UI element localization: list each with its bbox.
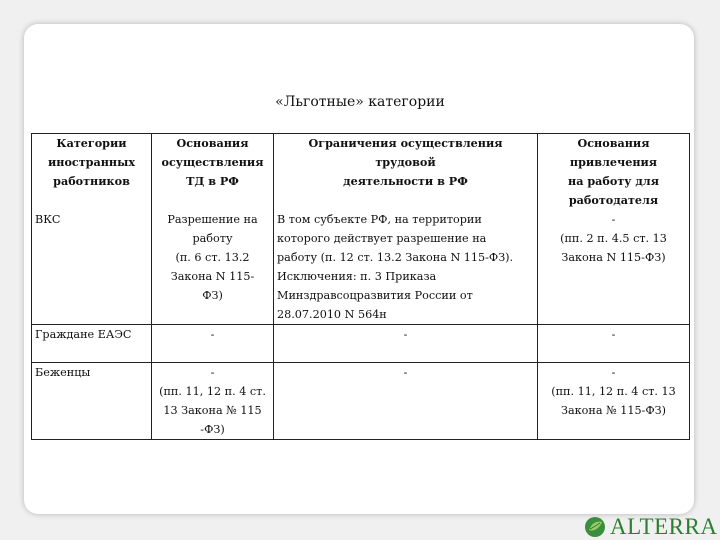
header-grounds xyxy=(152,134,274,211)
header-line: Ограничения осуществления трудовой xyxy=(308,136,503,169)
cell-line: (пп. 11, 12 п. 4 ст. xyxy=(159,385,266,398)
cell-line: Закона N 115-ФЗ) xyxy=(561,251,666,264)
cell-line: Граждане ЕАЭС xyxy=(35,328,132,341)
header-line: Категории xyxy=(56,136,127,150)
cell-line: (пп. 11, 12 п. 4 ст. 13 xyxy=(551,385,676,398)
cell-line: -ФЗ) xyxy=(200,423,225,436)
table-cell xyxy=(32,210,152,325)
header-line: работников xyxy=(53,174,130,188)
header-line: работодателя xyxy=(568,193,659,207)
page-title: «Льготные» категории xyxy=(275,94,445,110)
cell-line: - xyxy=(403,328,408,341)
cell-line: Беженцы xyxy=(35,366,91,379)
cell-line: В том субъекте РФ, на территории xyxy=(277,213,482,226)
cell-line: (пп. 2 п. 4.5 ст. 13 xyxy=(560,232,667,245)
header-categories xyxy=(32,134,152,211)
table-row xyxy=(32,363,690,440)
table-row xyxy=(32,325,690,363)
table-cell xyxy=(274,325,538,363)
cell-line: Закона № 115-ФЗ) xyxy=(561,404,666,417)
header-line: ТД в РФ xyxy=(186,174,239,188)
cell-line: - xyxy=(611,366,616,379)
table-cell xyxy=(274,363,538,440)
table-cell xyxy=(152,363,274,440)
cell-line: работу xyxy=(192,232,233,245)
cell-line: которого действует разрешение на xyxy=(277,232,487,245)
cell-line: Закона N 115- xyxy=(170,270,255,283)
cell-line: Исключения: п. 3 Приказа xyxy=(277,270,437,283)
header-line: на работу для xyxy=(568,174,659,188)
table-cell xyxy=(32,325,152,363)
cell-line: работу (п. 12 ст. 13.2 Закона N 115-ФЗ). xyxy=(277,251,514,264)
categories-table xyxy=(31,133,690,440)
cell-line: Разрешение на xyxy=(167,213,258,226)
logo-text: ALTERRA xyxy=(610,514,718,539)
table-cell xyxy=(32,363,152,440)
cell-line: - xyxy=(611,328,616,341)
cell-line: ФЗ) xyxy=(202,289,223,302)
header-line: иностранных xyxy=(47,155,136,169)
leaf-globe-icon xyxy=(584,516,606,538)
table-cell xyxy=(152,210,274,325)
table-cell xyxy=(538,325,690,363)
header-restrictions xyxy=(274,134,538,211)
table-header-row xyxy=(32,134,690,211)
header-line: Основания привлечения xyxy=(569,136,658,169)
table-cell xyxy=(274,210,538,325)
table-cell xyxy=(538,210,690,325)
cell-line: (п. 6 ст. 13.2 xyxy=(175,251,250,264)
header-line: Основания xyxy=(176,136,249,150)
cell-line: ВКС xyxy=(35,213,61,226)
cell-line: - xyxy=(403,366,408,379)
table-cell xyxy=(152,325,274,363)
header-line: деятельности в РФ xyxy=(343,174,468,188)
header-employer-grounds xyxy=(538,134,690,211)
table-cell xyxy=(538,363,690,440)
header-line: осуществления xyxy=(161,155,264,169)
cell-line: - xyxy=(210,366,215,379)
table-row xyxy=(32,210,690,325)
alterra-logo xyxy=(584,514,720,540)
cell-line: Минздравсоцразвития России от xyxy=(277,289,473,302)
cell-line: 28.07.2010 N 564н xyxy=(277,308,387,321)
cell-line: - xyxy=(611,213,616,226)
cell-line: 13 Закона № 115 xyxy=(163,404,262,417)
cell-line: - xyxy=(210,328,215,341)
